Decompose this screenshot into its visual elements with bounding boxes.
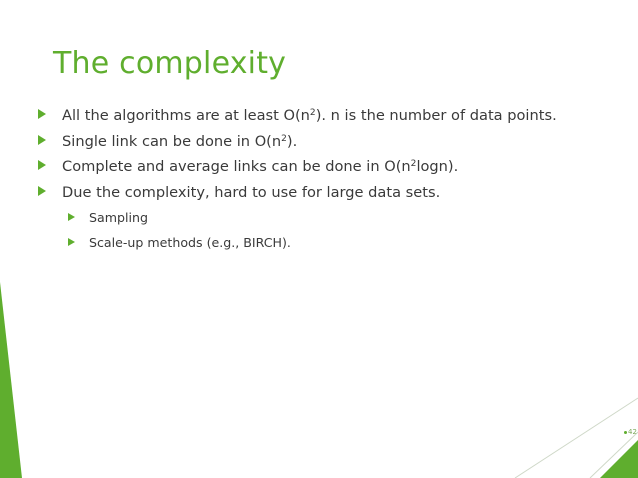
left-accent-triangle — [0, 282, 22, 478]
bullet-item: All the algorithms are at least $O(n^2)$. n is the number of data points. — [38, 107, 557, 124]
bullet-arrow-icon — [68, 213, 75, 221]
bullet-arrow-icon — [38, 109, 46, 119]
bullet-item: Single link can be done in $O(n^2)$. — [38, 133, 297, 150]
sub-bullet-item: Scale-up methods (e.g., BIRCH). — [68, 235, 291, 250]
slide-title: The complexity — [53, 46, 287, 81]
bullet-item: Complete and average links can be done in $O(n^2\log n)$. — [38, 158, 458, 175]
page-number: 42 — [624, 428, 637, 436]
corner-accent-triangle — [600, 440, 638, 478]
bullet-arrow-icon — [38, 186, 46, 196]
sub-bullet-item: Sampling — [68, 210, 148, 225]
bullet-item: Due the complexity, hard to use for large data sets. — [38, 184, 440, 201]
bullet-arrow-icon — [38, 160, 46, 170]
page-dot-icon — [624, 431, 627, 434]
bullet-arrow-icon — [68, 238, 75, 246]
bullet-arrow-icon — [38, 135, 46, 145]
